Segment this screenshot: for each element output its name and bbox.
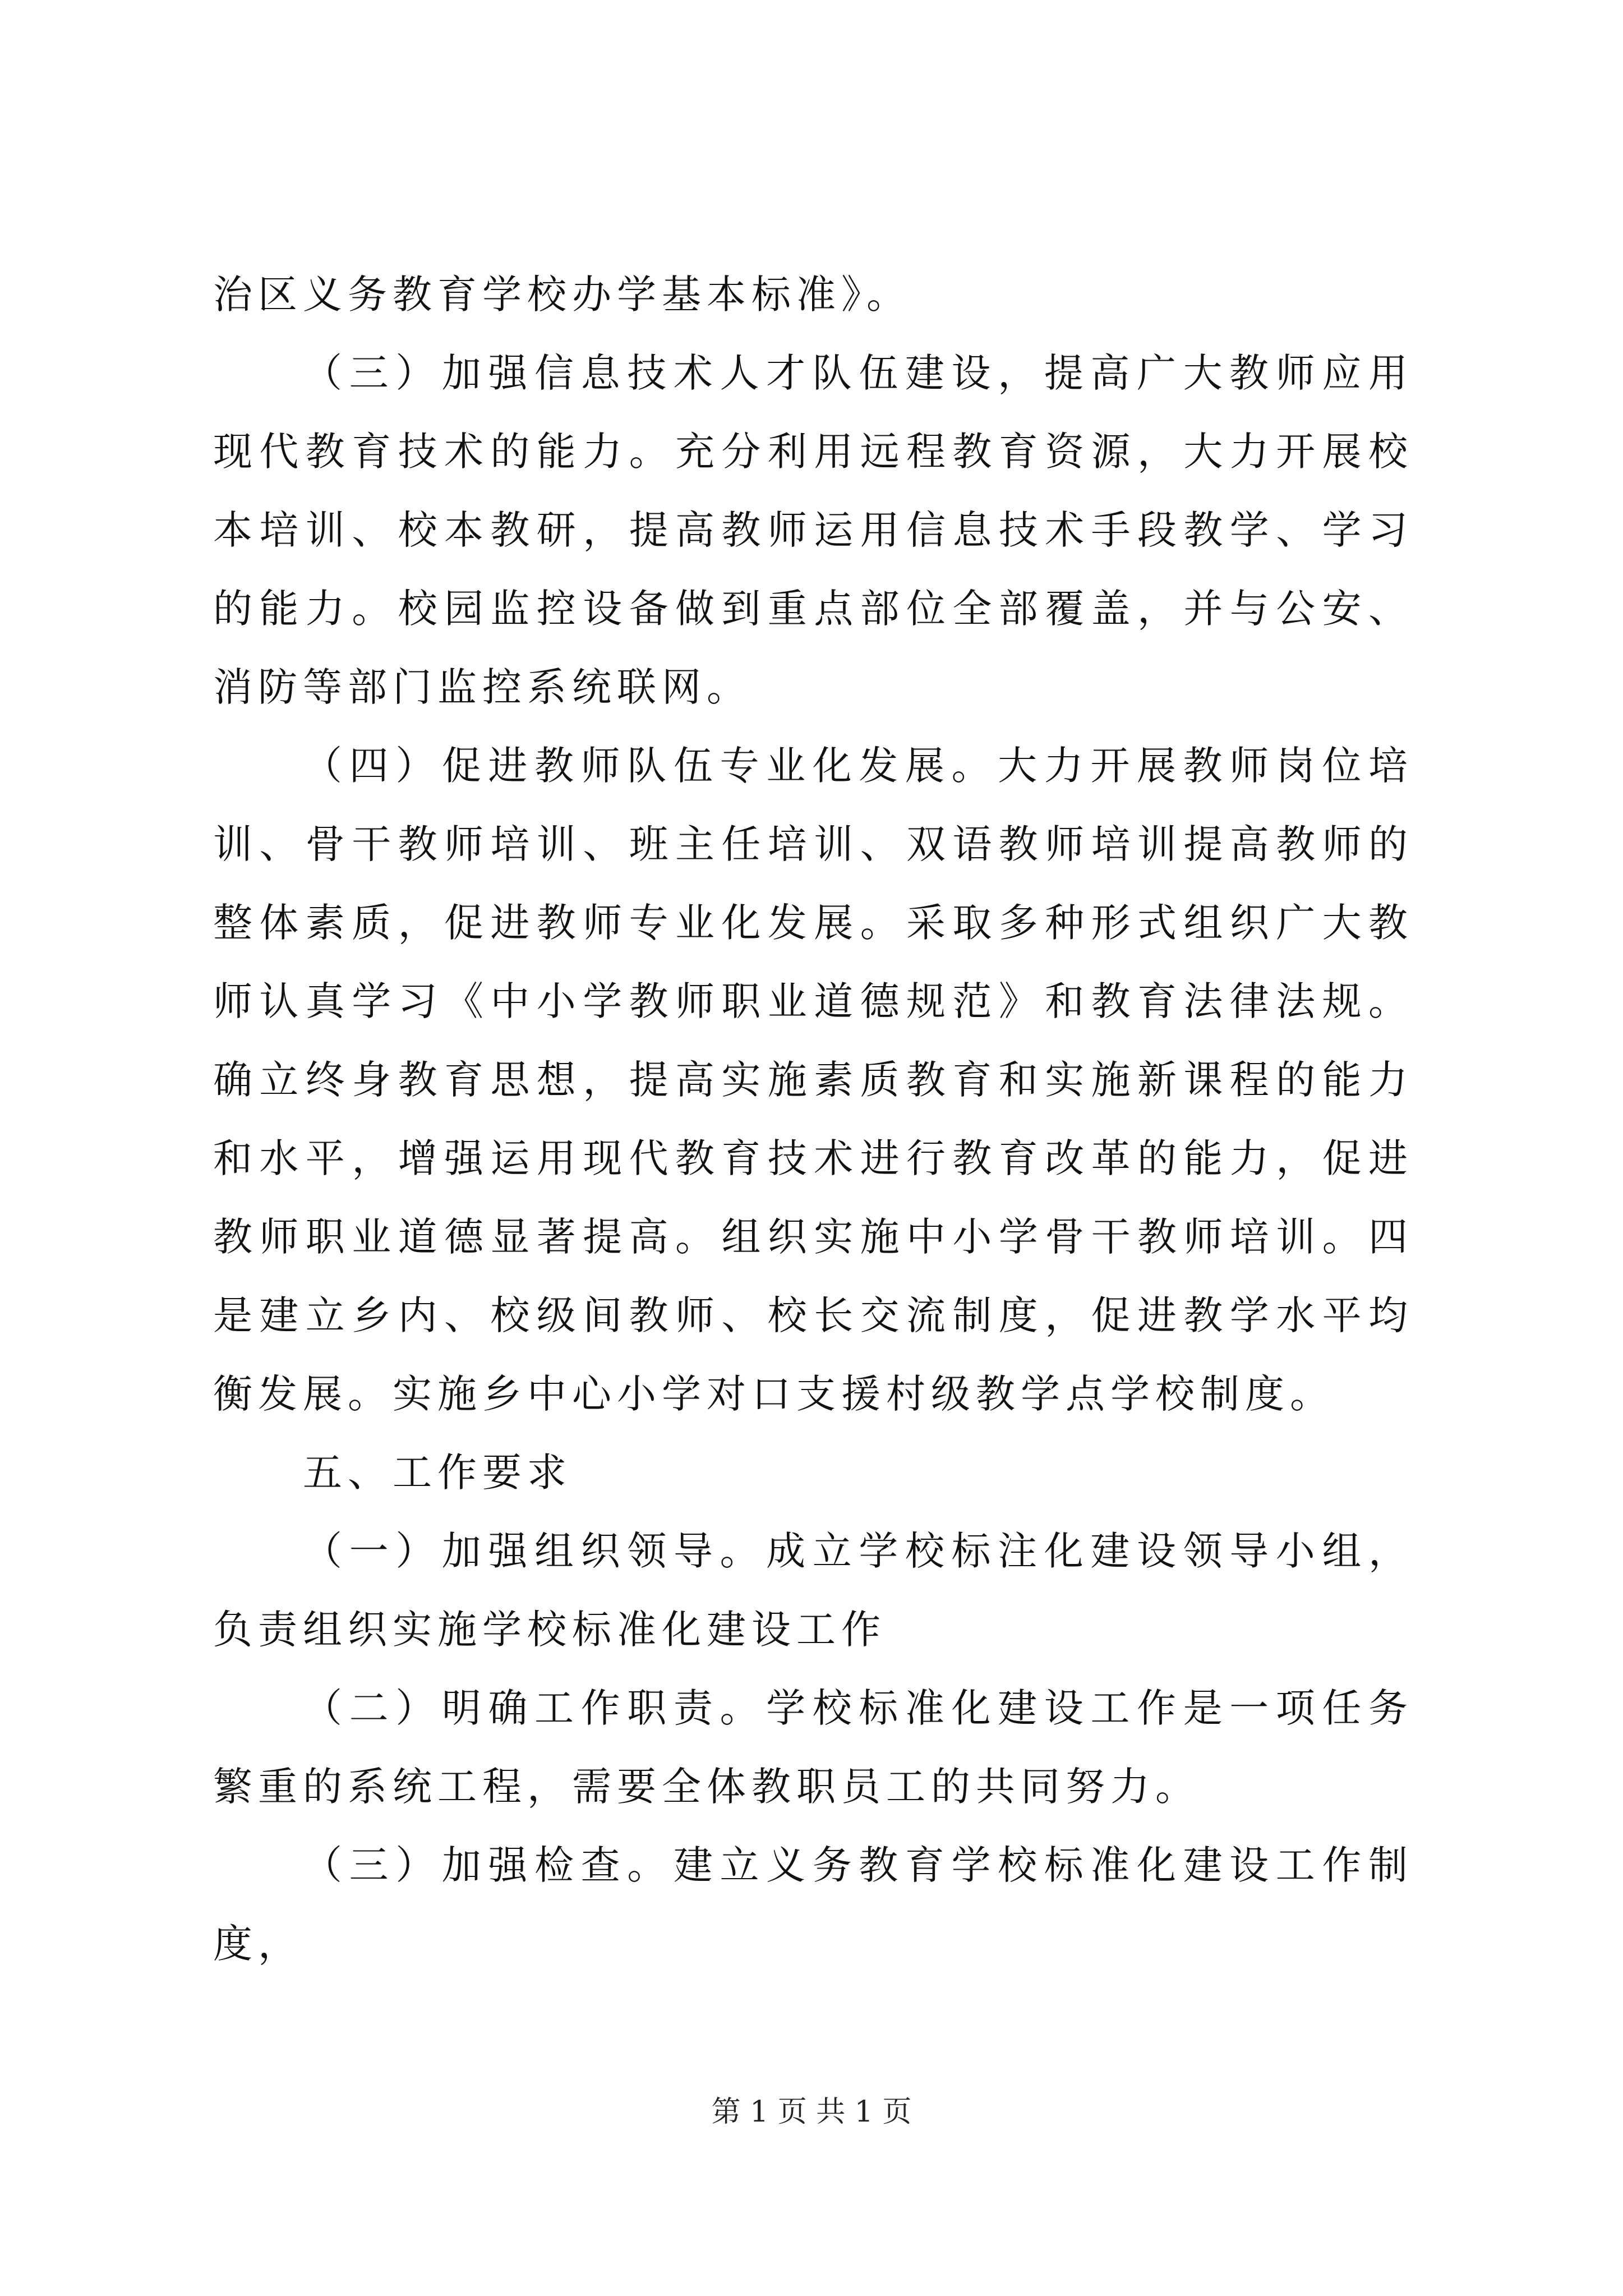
section-heading-work-requirements: 五、工作要求 [303, 1450, 572, 1496]
paragraph-continuation: 治区义务教育学校办学基本标准》。 [213, 272, 911, 318]
page-number-footer: 第 1 页 共 1 页 [711, 2095, 912, 2129]
paragraph-organization-leadership: （一）加强组织领导。成立学校标注化建设领导小组，负责组织实施学校标准化建设工作 [213, 1528, 1413, 1653]
paragraph-work-duties: （二）明确工作职责。学校标准化建设工作是一项任务繁重的系统工程，需要全体教职员工的共同努力。 [213, 1685, 1413, 1810]
paragraph-teacher-development: （四）促进教师队伍专业化发展。大力开展教师岗位培训、骨干教师培训、班主任培训、双语教师培训提高教师的整体素质，促进教师专业化发展。采取多种形式组织广大教师认真学习《中小学教师职业道德规范》和教育法律法规。确立终身教育思想，提高实施素质教育和实施新课程的能力和水平，增强运用现代教育技术进行教育改革的能力，促进教师职业道德显著提高。组织实施中小学骨干教师培训。四是建立乡内、校级间教师、校长交流制度，促进教学水平均衡发展。实施乡中心小学对口支援村级教学点学校制度。 [213, 743, 1413, 1417]
paragraph-it-talent: （三）加强信息技术人才队伍建设，提高广大教师应用现代教育技术的能力。充分利用远程教育资源，大力开展校本培训、校本教研，提高教师运用信息技术手段教学、学习的能力。校园监控设备做到重点部位全部覆盖，并与公安、消防等部门监控系统联网。 [213, 350, 1413, 710]
document-body [213, 255, 1413, 1983]
paragraph-inspection: （三）加强检查。建立义务教育学校标准化建设工作制度， [213, 1842, 1413, 1967]
